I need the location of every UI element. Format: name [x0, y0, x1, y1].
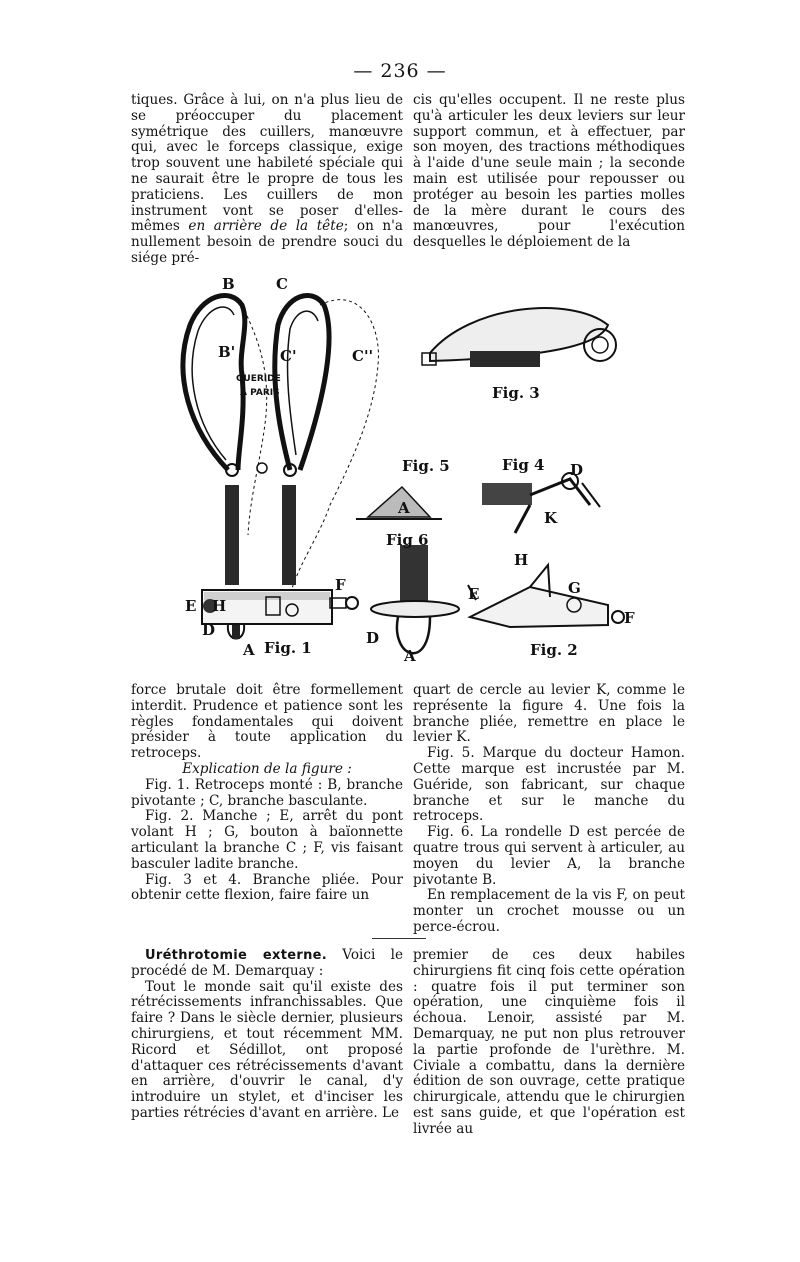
caption-fig5: Fig. 5	[402, 457, 450, 475]
label-b-prime: B'	[218, 343, 236, 361]
label-d: D	[202, 621, 216, 639]
figure-explanation-title: Explication de la figure :	[182, 760, 352, 777]
paragraph: premier de ces deux habiles chirurgiens fit cinq fois cette opération : quatre fois il put terminer son opération, une cinquième fois il échoua. Lenoir, assisté par M. Demarquay, ne put non plus retrouver la partie profonde de l'urèthre. M. Civiale a combattu, dans la dernière édition de son ouvrage, cette pratique chirurgicale, attendu que le chirurgien est sans guide, et que l'opération est livrée au	[413, 947, 685, 1137]
label-e: E	[185, 597, 197, 615]
label-f-fig2: F	[624, 609, 635, 627]
fig5-caption-text: Fig. 5. Marque du docteur Hamon. Cette marque est incrustée par M. Guéride, son fabricant, sur chaque branche et sur le manche du retroceps.	[413, 745, 685, 825]
top-right-column	[413, 93, 685, 251]
mid-right-column	[413, 683, 685, 936]
label-h: H	[212, 597, 227, 615]
label-d-fig6: D	[366, 629, 380, 647]
label-g: G	[568, 579, 581, 597]
fig1-caption-text: Fig. 1. Retroceps monté : B, branche pivotante ; C, branche basculante.	[131, 776, 403, 809]
text-run: Voici le procédé de M. Demarquay :	[131, 947, 403, 979]
italic-phrase: en arrière de la tête	[188, 218, 344, 235]
label-c: C	[276, 275, 288, 293]
label-a-fig6: A	[404, 647, 416, 665]
caption-fig2: Fig. 2	[530, 641, 578, 659]
section-heading: Uréthrotomie externe.	[145, 948, 327, 963]
retroceps-figure-plate	[130, 265, 686, 675]
caption-fig4: Fig 4	[502, 456, 545, 474]
fig6-rondelle	[371, 545, 459, 653]
paragraph: quart de cercle au levier K, comme le représente la figure 4. Une fois la branche pliée, remettre en place le levier K.	[413, 682, 685, 746]
paragraph: force brutale doit être formellement interdit. Prudence et patience sont les règles fondamentales qui doivent présider à toute application du retroceps.	[131, 682, 403, 762]
label-d-fig4: D	[570, 461, 584, 479]
fig2-manche	[468, 565, 624, 627]
label-h-fig2: H	[514, 551, 529, 569]
top-left-column	[131, 93, 403, 267]
label-c-double-prime: C''	[352, 347, 374, 365]
fig6-caption-text: Fig. 6. La rondelle D est percée de quatre trous qui servent à articuler, au moyen du levier A, la branche pivotante B.	[413, 824, 685, 888]
text-run: ; on n'a nullement besoin de prendre souci du siége pré-	[131, 218, 403, 266]
page-number: — 236 —	[353, 60, 447, 82]
fig2-caption-text: Fig. 2. Manche ; E, arrêt du pont volant H ; G, bouton à baïonnette articulant la branche C ; F, vis faisant basculer ladite branche.	[131, 808, 403, 872]
top-right-paragraph: cis qu'elles occupent. Il ne reste plus qu'à articuler les deux leviers sur leur support commun, et à effectuer, par son moyen, des tractions méthodiques à l'aide d'une seule main ; la seconde main est utilisée pour repousser ou protéger au besoin les parties molles de la mère durant le cours des manœuvres, pour l'exécution desquelles le déploiement de la	[413, 92, 685, 251]
maker-mark-line2: A PARIS	[240, 388, 280, 398]
paragraph: Tout le monde sait qu'il existe des rétrécissements infranchissables. Que faire ? Dans le siècle dernier, plusieurs chirurgiens, et tout récemment MM. Ricord et Sédillot, ont proposé d'attaquer ces rétrécissements d'avant en arrière, d'ouvrir le canal, d'y introduire un stylet, et d'inciser les parties rétrécies d'avant en arrière. Le	[131, 978, 403, 1121]
label-k: K	[544, 509, 558, 527]
fig4-lever	[482, 473, 600, 533]
retroceps-engraving	[130, 265, 686, 675]
paragraph: En remplacement de la vis F, on peut monter un crochet mousse ou un perce-écrou.	[413, 887, 685, 935]
label-a: A	[243, 641, 255, 659]
bottom-right-column	[413, 948, 685, 1138]
top-left-paragraph	[131, 93, 403, 267]
caption-fig1: Fig. 1	[264, 639, 312, 657]
label-a-fig5: A	[398, 499, 410, 517]
caption-fig3: Fig. 3	[492, 384, 540, 402]
label-e-fig2: E	[468, 585, 480, 603]
text-run: tiques. Grâce à lui, on n'a plus lieu de se préoccuper du placement symétrique des cuillers, manœuvre qui, avec le forceps classique, exige trop souvent une habileté spéciale qui ne saurait être le propre de tous les praticiens. Les cuillers de mon instrument vont se poser d'elles-mêmes	[131, 92, 403, 235]
label-f: F	[335, 576, 346, 594]
caption-fig6: Fig 6	[386, 531, 429, 549]
maker-mark-line1: GUERIDE	[236, 374, 281, 384]
fig3-folded-branch	[422, 308, 616, 367]
fig34-caption-text: Fig. 3 et 4. Branche pliée. Pour obtenir cette flexion, faire faire un	[131, 871, 403, 904]
label-c-prime: C'	[280, 347, 297, 365]
section-divider	[372, 938, 426, 939]
mid-left-column	[131, 683, 403, 904]
bottom-left-column	[131, 948, 403, 1122]
section-opening	[131, 948, 403, 980]
label-b: B	[222, 275, 235, 293]
